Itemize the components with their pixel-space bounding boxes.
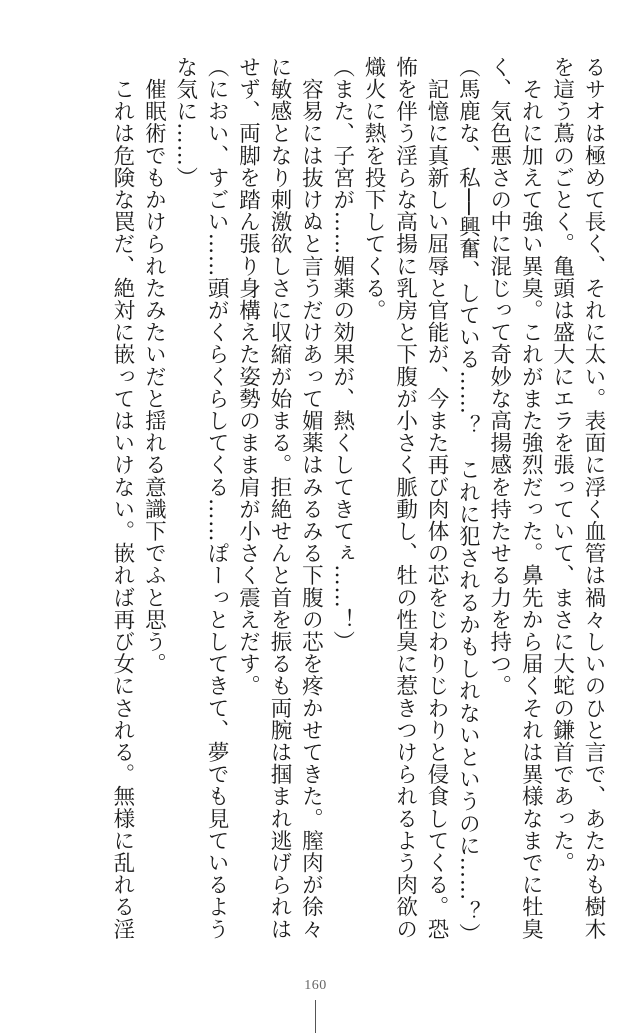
text-line: 容易には抜けぬと言うだけあって媚薬はみるみる下腹の芯を疼かせてきた。膣肉が徐々 [298, 56, 324, 940]
text-line: それに加えて強い異臭。これがまた強烈だった。鼻先から届くそれは異様なまでに牡臭 [518, 56, 544, 940]
text-line: これは危険な罠だ、絶対に嵌ってはいけない。嵌れば再び女にされる。無様に乱れる淫 [109, 56, 135, 940]
text-line: 催眠術でもかけられたみたいだと揺れる意識下でふと思う。 [141, 56, 167, 675]
text-line: （また、子宮が……媚薬の効果が、熱くしてきてぇ……！） [329, 56, 355, 653]
text-line: に敏感となり刺激欲しさに収縮が始まる。拒絶せんと首を振るも両腕は掴まれ逃げられは [266, 56, 292, 940]
text-line: く、気色悪さの中に混じって奇妙な高揚感を持たせる力を持つ。 [486, 56, 512, 697]
text-line: （馬鹿な、私──興奮、している……？ これに犯されるかもしれないというのに……？） [455, 56, 481, 945]
page-number-rule [315, 1000, 316, 1033]
text-line: （におい、すごい……頭がくらくらしてくる……ぽーっとしてきて、夢でも見ているよう [204, 56, 230, 940]
text-line: 怖を伴う淫らな高揚に乳房と下腹が小さく脈動し、牡の性臭に惹きつけられるよう肉欲の [392, 56, 418, 940]
page-number: 160 [304, 978, 327, 993]
text-line: るサオは極めて長く、それに太い。表面に浮く血管は禍々しいのひと言で、あたかも樹木 [581, 56, 606, 940]
text-line: 記憶に真新しい屈辱と官能が、今また再び肉体の芯をじわりじわりと侵食してくる。恐 [423, 56, 449, 940]
body-text [107, 56, 610, 956]
text-line: 熾火に熱を投下してくる。 [361, 56, 387, 322]
text-line: な気に……） [172, 56, 198, 189]
text-line: を這う蔦のごとく。亀頭は盛大にエラを張っていて、まさに大蛇の鎌首であった。 [549, 56, 575, 874]
text-line: せず、両脚を踏ん張り身構えた姿勢のまま肩が小さく震えだす。 [235, 56, 261, 697]
